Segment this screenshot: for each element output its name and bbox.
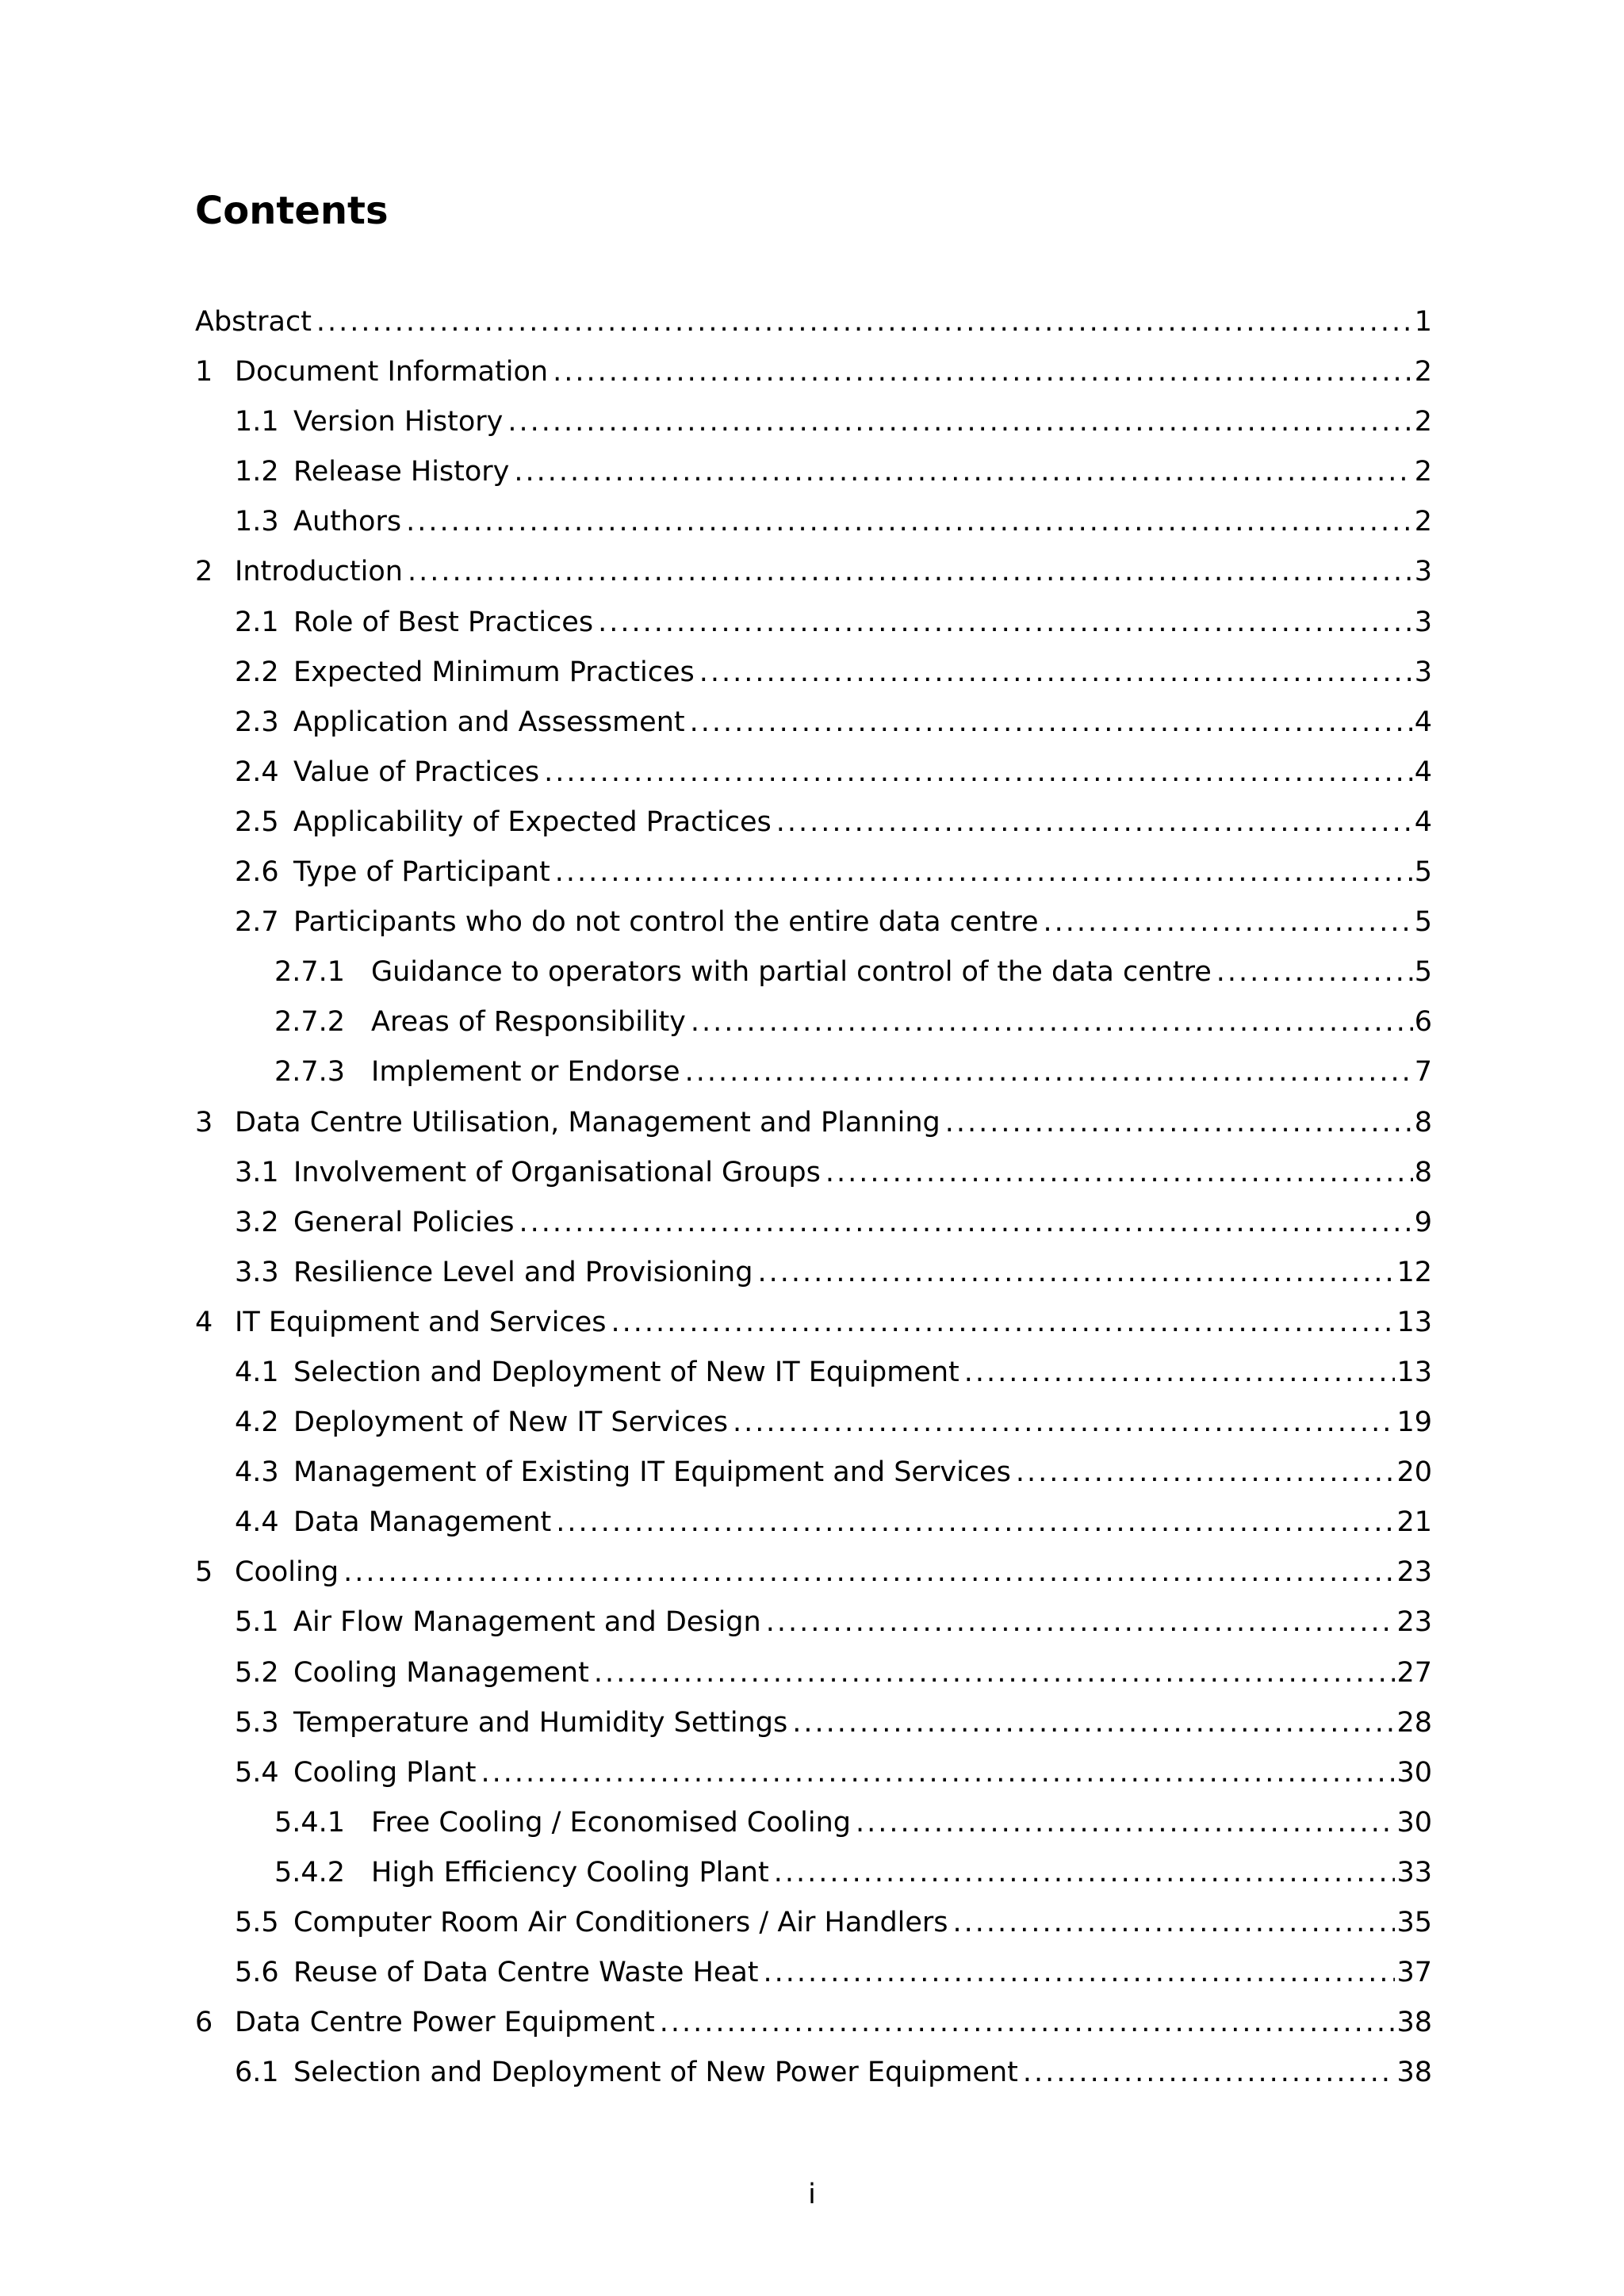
toc-entry[interactable] <box>195 648 1432 698</box>
toc-entry[interactable] <box>195 397 1432 447</box>
toc-entry-page: 3 <box>1414 656 1432 688</box>
toc-entry-title: High Efficiency Cooling Plant <box>371 1856 769 1888</box>
toc-entry-title: Role of Best Practices <box>293 606 594 638</box>
toc-dot-leader <box>544 748 1413 798</box>
toc-entry-number: 5.4.1 <box>274 1806 346 1839</box>
toc-entry[interactable] <box>195 1047 1432 1097</box>
toc-dot-leader <box>343 1548 1395 1598</box>
toc-entry-page: 2 <box>1414 356 1432 388</box>
toc-entry-title: Temperature and Humidity Settings <box>293 1706 788 1739</box>
toc-entry-page: 23 <box>1396 1606 1432 1639</box>
toc-entry-page: 5 <box>1414 856 1432 889</box>
toc-entry-title: Areas of Responsibility <box>371 1006 686 1039</box>
toc-entry[interactable] <box>195 1498 1432 1548</box>
toc-entry-page: 4 <box>1414 706 1432 738</box>
toc-entry-number: 2.4 <box>235 756 279 788</box>
toc-entry-title: Resilience Level and Provisioning <box>293 1256 753 1288</box>
toc-entry-page: 4 <box>1414 756 1432 788</box>
toc-entry[interactable] <box>195 1698 1432 1748</box>
toc-entry-page: 21 <box>1396 1506 1432 1539</box>
toc-entry[interactable] <box>195 1848 1432 1898</box>
toc-entry-number: 2.2 <box>235 656 279 688</box>
toc-entry-page: 19 <box>1396 1406 1432 1439</box>
toc-dot-leader <box>699 648 1413 698</box>
toc-entry-title: General Policies <box>293 1206 515 1238</box>
toc-entry[interactable] <box>195 947 1432 997</box>
toc-entry[interactable] <box>195 1948 1432 1998</box>
toc-dot-leader <box>514 447 1412 497</box>
toc-entry-number: 5.4.2 <box>274 1856 346 1888</box>
toc-dot-leader <box>953 1898 1396 1948</box>
toc-entry-number: 1.1 <box>235 406 279 438</box>
page-number: i <box>808 2179 816 2210</box>
toc-entry-title: Abstract <box>195 306 312 338</box>
toc-entry[interactable] <box>195 748 1432 798</box>
toc-entry[interactable] <box>195 698 1432 748</box>
toc-dot-leader <box>733 1398 1396 1448</box>
toc-entry-title: Data Centre Power Equipment <box>235 2007 655 2039</box>
page-title: Contents <box>195 189 389 233</box>
toc-entry-title: Involvement of Organisational Groups <box>293 1156 821 1188</box>
toc-entry-page: 13 <box>1396 1306 1432 1338</box>
toc-dot-leader <box>660 1998 1396 2048</box>
toc-entry-title: Cooling Plant <box>293 1756 477 1789</box>
toc-entry-page: 30 <box>1396 1806 1432 1839</box>
toc-entry[interactable] <box>195 1998 1432 2048</box>
toc-entry[interactable] <box>195 497 1432 547</box>
toc-entry-title: Participants who do not control the entire data centre <box>293 906 1039 939</box>
toc-dot-leader <box>519 1198 1413 1248</box>
toc-entry[interactable] <box>195 1398 1432 1448</box>
toc-dot-leader <box>1023 2048 1396 2098</box>
toc-entry-title: Value of Practices <box>293 756 540 788</box>
toc-entry[interactable] <box>195 297 1432 347</box>
toc-entry-page: 4 <box>1414 806 1432 838</box>
toc-entry-number: 2.3 <box>235 706 279 738</box>
toc-entry-title: Authors <box>293 506 402 538</box>
toc-dot-leader <box>508 397 1412 447</box>
toc-entry-number: 4.1 <box>235 1356 279 1388</box>
toc-entry[interactable] <box>195 848 1432 897</box>
toc-entry-page: 8 <box>1414 1156 1432 1188</box>
toc-dot-leader <box>945 1098 1413 1148</box>
toc-entry[interactable] <box>195 1548 1432 1598</box>
toc-entry-page: 7 <box>1414 1056 1432 1089</box>
toc-entry-page: 5 <box>1414 906 1432 939</box>
toc-entry-title: Application and Assessment <box>293 706 685 738</box>
toc-entry-title: IT Equipment and Services <box>235 1306 607 1338</box>
toc-entry-title: Air Flow Management and Design <box>293 1606 761 1639</box>
toc-entry-number: 5.6 <box>235 1957 279 1989</box>
toc-entry[interactable] <box>195 447 1432 497</box>
toc-entry-page: 27 <box>1396 1656 1432 1689</box>
toc-entry-page: 28 <box>1396 1706 1432 1739</box>
toc-entry-page: 20 <box>1396 1456 1432 1489</box>
toc-entry-page: 9 <box>1414 1206 1432 1238</box>
toc-entry[interactable] <box>195 1448 1432 1498</box>
toc-dot-leader <box>611 1298 1396 1348</box>
toc-entry-title: Deployment of New IT Services <box>293 1406 728 1439</box>
toc-entry[interactable] <box>195 798 1432 848</box>
toc-entry-page: 1 <box>1414 306 1432 338</box>
toc-entry[interactable] <box>195 1748 1432 1798</box>
toc-entry-page: 38 <box>1396 2057 1432 2089</box>
toc-entry-number: 2.7.1 <box>274 956 346 989</box>
toc-dot-leader <box>1044 897 1413 947</box>
toc-dot-leader <box>764 1948 1396 1998</box>
toc-entry[interactable] <box>195 1248 1432 1298</box>
toc-entry-title: Data Management <box>293 1506 552 1539</box>
toc-dot-leader <box>555 848 1413 897</box>
toc-entry[interactable] <box>195 598 1432 648</box>
toc-entry-number: 5.2 <box>235 1656 279 1689</box>
toc-entry-number: 5 <box>195 1556 213 1589</box>
toc-entry-title: Release History <box>293 456 510 488</box>
toc-entry-page: 38 <box>1396 2007 1432 2039</box>
toc-dot-leader <box>964 1348 1396 1398</box>
toc-entry-number: 1.3 <box>235 506 279 538</box>
toc-entry[interactable] <box>195 1648 1432 1698</box>
toc-entry-title: Cooling Management <box>293 1656 589 1689</box>
toc-dot-leader <box>776 798 1413 848</box>
toc-entry-number: 2.7.2 <box>274 1006 346 1039</box>
toc-dot-leader <box>553 347 1413 397</box>
toc-entry[interactable] <box>195 1298 1432 1348</box>
toc-entry-page: 2 <box>1414 406 1432 438</box>
toc-entry[interactable] <box>195 1348 1432 1398</box>
toc-dot-leader <box>408 547 1413 597</box>
toc-entry-number: 2 <box>195 556 213 588</box>
toc-entry-number: 3.2 <box>235 1206 279 1238</box>
toc-dot-leader <box>690 698 1413 748</box>
toc-dot-leader <box>1016 1448 1396 1498</box>
toc-dot-leader <box>316 297 1413 347</box>
toc-entry-page: 3 <box>1414 556 1432 588</box>
toc-dot-leader <box>856 1798 1395 1848</box>
toc-entry-title: Management of Existing IT Equipment and Services <box>293 1456 1011 1489</box>
toc-entry-number: 1 <box>195 356 213 388</box>
toc-entry-number: 4 <box>195 1306 213 1338</box>
toc-entry[interactable] <box>195 1098 1432 1148</box>
toc-entry[interactable] <box>195 1148 1432 1198</box>
toc-entry-number: 2.6 <box>235 856 279 889</box>
toc-entry[interactable] <box>195 547 1432 597</box>
toc-entry-number: 4.2 <box>235 1406 279 1439</box>
toc-dot-leader <box>594 1648 1396 1698</box>
toc-dot-leader <box>556 1498 1395 1548</box>
toc-entry[interactable] <box>195 347 1432 397</box>
toc-entry-number: 3.3 <box>235 1256 279 1288</box>
toc-entry-title: Reuse of Data Centre Waste Heat <box>293 1957 759 1989</box>
toc-dot-leader <box>1216 947 1413 997</box>
toc-entry-number: 5.4 <box>235 1756 279 1789</box>
table-of-contents <box>195 297 1432 2098</box>
toc-dot-leader <box>598 598 1413 648</box>
toc-entry-page: 2 <box>1414 506 1432 538</box>
toc-entry-number: 2.1 <box>235 606 279 638</box>
toc-dot-leader <box>792 1698 1395 1748</box>
toc-entry-title: Implement or Endorse <box>371 1056 680 1089</box>
toc-entry-title: Expected Minimum Practices <box>293 656 695 688</box>
toc-entry-number: 5.1 <box>235 1606 279 1639</box>
toc-entry-page: 37 <box>1396 1957 1432 1989</box>
toc-entry[interactable] <box>195 997 1432 1047</box>
toc-entry-number: 4.4 <box>235 1506 279 1539</box>
toc-entry-number: 1.2 <box>235 456 279 488</box>
toc-dot-leader <box>825 1148 1413 1198</box>
toc-dot-leader <box>406 497 1413 547</box>
toc-entry[interactable] <box>195 1198 1432 1248</box>
toc-entry-title: Guidance to operators with partial control of the data centre <box>371 956 1212 989</box>
toc-dot-leader <box>774 1848 1396 1898</box>
toc-entry-title: Introduction <box>235 556 403 588</box>
toc-entry-number: 5.3 <box>235 1706 279 1739</box>
toc-dot-leader <box>685 1047 1413 1097</box>
toc-entry-title: Computer Room Air Conditioners / Air Handlers <box>293 1907 948 1938</box>
toc-entry-page: 5 <box>1414 956 1432 989</box>
toc-entry-page: 8 <box>1414 1106 1432 1138</box>
toc-entry[interactable] <box>195 897 1432 947</box>
toc-entry-page: 35 <box>1396 1907 1432 1938</box>
toc-entry-title: Cooling <box>235 1556 339 1589</box>
toc-entry-page: 2 <box>1414 456 1432 488</box>
toc-entry-page: 23 <box>1396 1556 1432 1589</box>
toc-entry-number: 6 <box>195 2007 213 2039</box>
toc-entry-page: 12 <box>1396 1256 1432 1288</box>
toc-dot-leader <box>691 997 1413 1047</box>
toc-entry[interactable] <box>195 1598 1432 1647</box>
toc-entry-title: Free Cooling / Economised Cooling <box>371 1806 851 1839</box>
toc-dot-leader <box>757 1248 1395 1298</box>
toc-entry-title: Selection and Deployment of New IT Equipment <box>293 1356 959 1388</box>
toc-dot-leader <box>766 1598 1396 1647</box>
toc-entry-number: 3.1 <box>235 1156 279 1188</box>
toc-entry-number: 6.1 <box>235 2057 279 2089</box>
toc-entry-number: 5.5 <box>235 1907 279 1938</box>
toc-entry-page: 33 <box>1396 1856 1432 1888</box>
toc-entry[interactable] <box>195 1898 1432 1948</box>
toc-entry-title: Version History <box>293 406 504 438</box>
toc-entry-page: 13 <box>1396 1356 1432 1388</box>
toc-entry-page: 3 <box>1414 606 1432 638</box>
toc-entry-page: 30 <box>1396 1756 1432 1789</box>
toc-entry[interactable] <box>195 1798 1432 1848</box>
toc-entry-number: 4.3 <box>235 1456 279 1489</box>
toc-entry-title: Applicability of Expected Practices <box>293 806 772 838</box>
toc-dot-leader <box>481 1748 1395 1798</box>
toc-entry[interactable] <box>195 2048 1432 2098</box>
toc-entry-title: Type of Participant <box>293 856 550 889</box>
toc-entry-title: Document Information <box>235 356 549 388</box>
toc-entry-title: Data Centre Utilisation, Management and Planning <box>235 1106 940 1138</box>
toc-entry-title: Selection and Deployment of New Power Equipment <box>293 2057 1018 2089</box>
toc-entry-number: 2.7 <box>235 906 279 939</box>
toc-entry-number: 3 <box>195 1106 213 1138</box>
toc-entry-number: 2.5 <box>235 806 279 838</box>
toc-entry-number: 2.7.3 <box>274 1056 346 1089</box>
toc-entry-page: 6 <box>1414 1006 1432 1039</box>
